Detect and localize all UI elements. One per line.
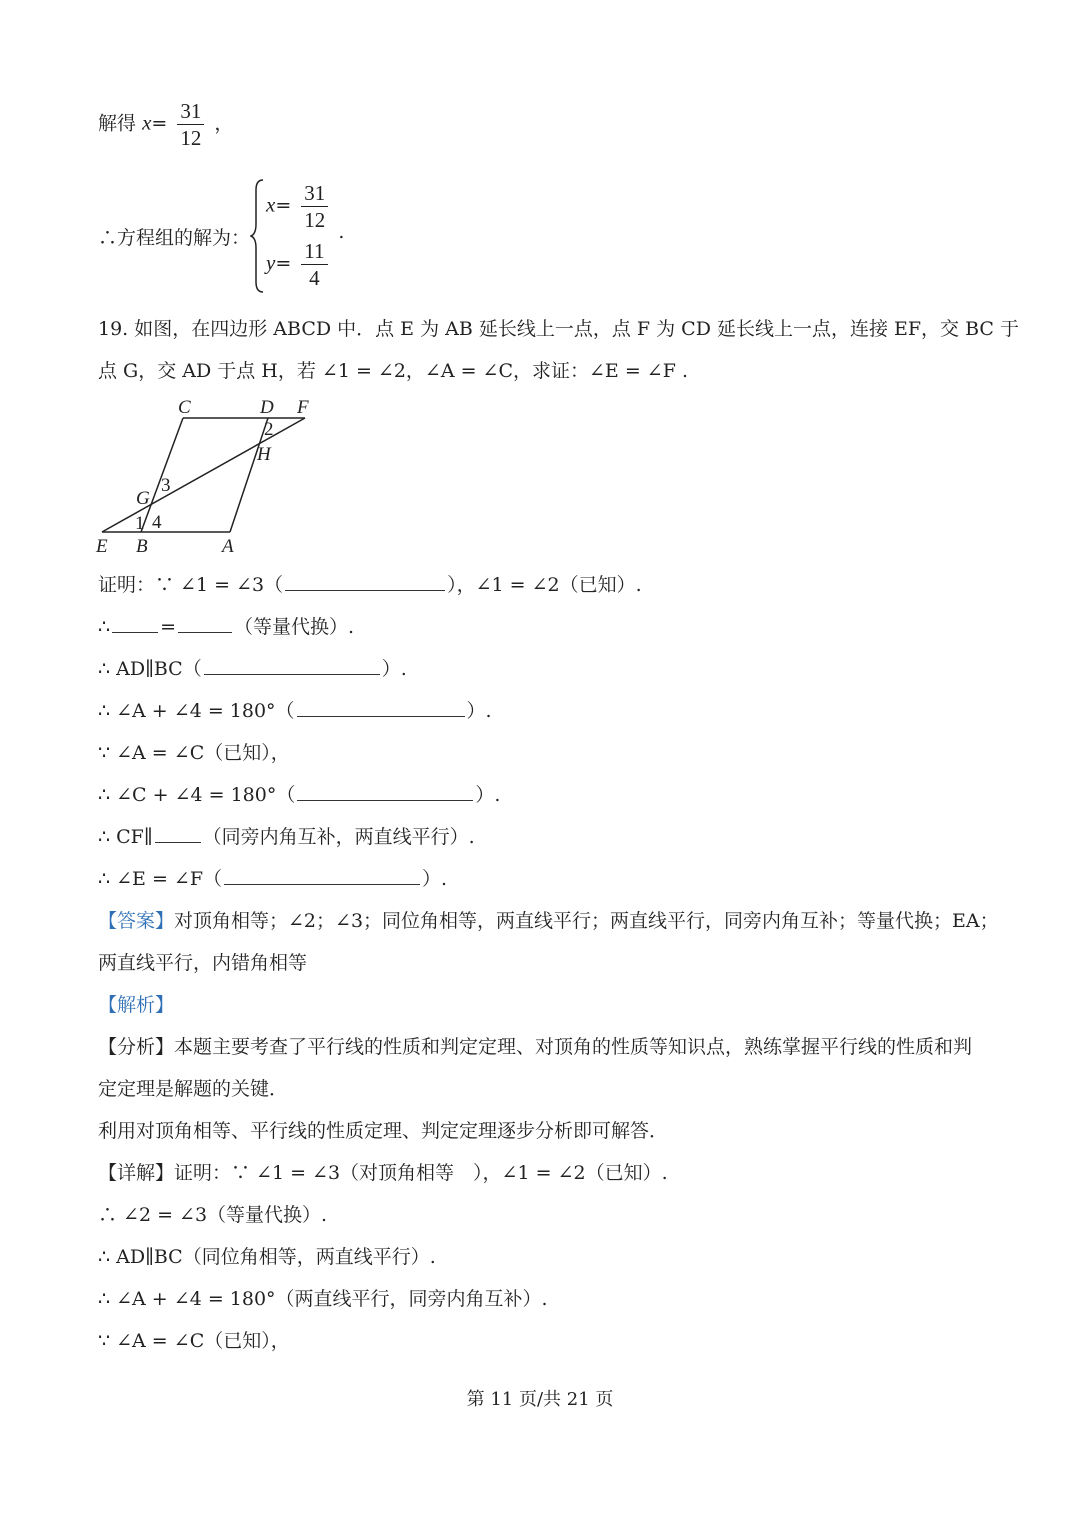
system-x-fraction (301, 182, 328, 231)
analysis-tag: 【解析】 (98, 994, 175, 1016)
blank-1[interactable] (285, 572, 445, 591)
proof-l8b: ）. (422, 868, 448, 890)
label-h: H (257, 444, 271, 465)
system-x-denominator: 12 (304, 208, 326, 232)
system-x-numerator: 31 (301, 182, 328, 207)
proof-l3b: ）. (381, 658, 407, 680)
proof-line-1 (98, 572, 642, 598)
solve-numerator: 31 (177, 100, 204, 125)
proof-l6b: ）. (475, 784, 501, 806)
answer-line-2: 两直线平行，内错角相等 (98, 952, 308, 974)
proof-l7b: （同旁内角互补，两直线平行）. (202, 826, 475, 848)
page-footer: 第 11 页/共 21 页 (466, 1389, 614, 1410)
proof-l1a: 证明：∵ ∠1 = ∠3（ (98, 574, 284, 596)
blank-2b[interactable] (178, 614, 232, 633)
segment-ad (230, 418, 268, 532)
detail-line-4: ∴ ∠A + ∠4 = 180°（两直线平行，同旁内角互补）. (98, 1288, 548, 1310)
system-y-numerator: 11 (301, 240, 327, 265)
proof-line-4 (98, 698, 492, 724)
proof-l8a: ∴ ∠E = ∠F（ (98, 868, 223, 890)
answer-line-1 (98, 908, 999, 934)
solve-prefix: 解得 (98, 112, 137, 135)
proof-line-7 (98, 824, 475, 850)
label-c: C (178, 397, 191, 418)
blank-3[interactable] (204, 656, 380, 675)
system-suffix: . (338, 220, 345, 243)
segment-ef (102, 418, 305, 532)
system-y-fraction (301, 240, 327, 289)
solve-line (98, 100, 233, 149)
label-angle-1: 1 (135, 513, 145, 534)
system-x-row (266, 181, 345, 243)
geometry-figure (92, 392, 332, 562)
detail-line-1: 【详解】证明：∵ ∠1 = ∠3（对顶角相等 ），∠1 = ∠2（已知）. (98, 1162, 668, 1184)
blank-2a[interactable] (112, 614, 158, 633)
proof-line-3 (98, 656, 407, 682)
blank-6[interactable] (297, 782, 473, 801)
proof-l2a: ∴ (98, 616, 111, 638)
proof-l2b: = (160, 616, 177, 638)
blank-7[interactable] (155, 824, 201, 843)
solve-suffix: ， (214, 112, 234, 135)
solve-eq: = (151, 112, 168, 135)
detail-line-2: ∴ ∠2 = ∠3（等量代换）. (98, 1204, 328, 1226)
proof-line-2 (98, 614, 354, 640)
proof-line-8 (98, 866, 447, 892)
system-y-var: y (266, 250, 276, 275)
proof-line-6 (98, 782, 500, 808)
problem-line-1: 19. 如图，在四边形 ABCD 中．点 E 为 AB 延长线上一点，点 F 为 CD 延长线上一点，连接 EF，交 BC 于 (98, 318, 1019, 340)
label-angle-2: 2 (264, 419, 274, 440)
label-b: B (136, 536, 148, 557)
blank-4[interactable] (297, 698, 465, 717)
fenxi-line-3: 利用对顶角相等、平行线的性质定理、判定定理逐步分析即可解答． (98, 1120, 669, 1142)
proof-l4a: ∴ ∠A + ∠4 = 180°（ (98, 700, 295, 722)
proof-l4b: ）. (466, 700, 492, 722)
proof-l6a: ∴ ∠C + ∠4 = 180°（ (98, 784, 296, 806)
detail-line-3: ∴ AD∥BC（同位角相等，两直线平行）. (98, 1246, 436, 1268)
answer-text-1: 对顶角相等；∠2；∠3；同位角相等，两直线平行；两直线平行，同旁内角互补；等量代换；EA； (174, 910, 999, 932)
label-a: A (222, 536, 234, 557)
system-x-eq: = (275, 194, 292, 217)
label-f: F (297, 397, 309, 418)
proof-line-5: ∵ ∠A = ∠C（已知）， (98, 742, 290, 764)
left-brace-icon (250, 178, 266, 294)
system-y-eq: = (275, 252, 292, 275)
solve-denominator: 12 (180, 126, 202, 150)
label-angle-3: 3 (161, 475, 171, 496)
detail-line-5: ∵ ∠A = ∠C（已知）， (98, 1330, 290, 1352)
fenxi-line-2: 定定理是解题的关键． (98, 1078, 289, 1100)
proof-l3a: ∴ AD∥BC（ (98, 658, 202, 680)
problem-line-2: 点 G，交 AD 于点 H，若 ∠1 = ∠2，∠A = ∠C，求证：∠E = ∠F . (98, 360, 688, 382)
fenxi-line-1: 【分析】本题主要考查了平行线的性质和判定定理、对顶角的性质等知识点，熟练掌握平行线的性质和判 (98, 1036, 973, 1058)
label-angle-4: 4 (152, 512, 162, 533)
proof-l2c: （等量代换）. (234, 616, 355, 638)
solve-fraction (177, 100, 204, 149)
proof-l1b: ），∠1 = ∠2（已知）. (447, 574, 642, 596)
system-y-row (266, 240, 332, 289)
system-prefix: ∴方程组的解为： (98, 227, 251, 249)
label-d: D (260, 397, 274, 418)
proof-l7a: ∴ CF∥ (98, 826, 153, 848)
label-g: G (136, 488, 150, 509)
solve-var: x (142, 110, 152, 135)
system-x-var: x (266, 192, 276, 217)
system-y-denominator: 4 (309, 266, 320, 290)
blank-8[interactable] (224, 866, 420, 885)
answer-tag: 【答案】 (98, 910, 175, 932)
label-e: E (96, 536, 108, 557)
